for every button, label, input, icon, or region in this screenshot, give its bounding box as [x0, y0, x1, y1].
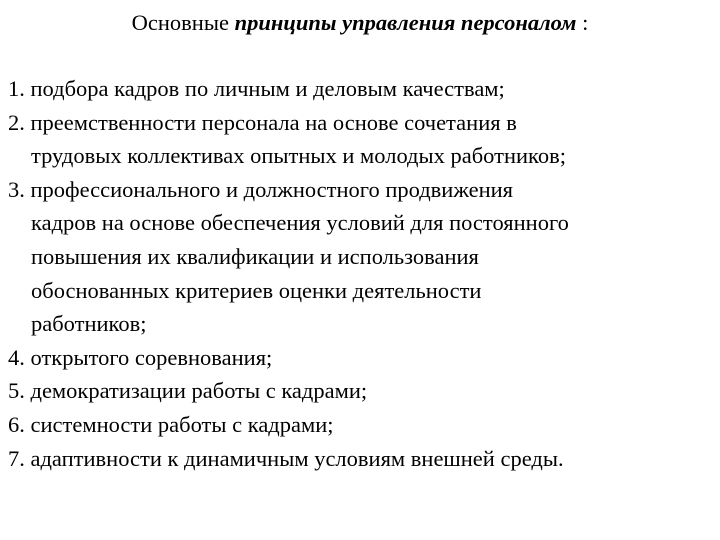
title-prefix: Основные: [131, 10, 235, 35]
principle-line: 7. адаптивности к динамичным условиям внешней среды.: [8, 445, 564, 471]
principle-item-3: [8, 173, 714, 341]
principle-item-6: [8, 408, 714, 442]
title-suffix: :: [576, 10, 589, 35]
principle-item-2: [8, 106, 714, 173]
principle-line: 3. профессионального и должностного продвижения: [8, 176, 513, 202]
principle-line: 5. демократизации работы с кадрами;: [8, 378, 368, 404]
principle-item-5: [8, 374, 714, 408]
principle-item-4: [8, 341, 714, 375]
page-title: [0, 8, 720, 38]
principle-line: работников;: [31, 311, 147, 337]
principle-item-7: [8, 442, 714, 476]
principle-line: обоснованных критериев оценки деятельности: [31, 277, 482, 303]
principle-item-1: [8, 72, 714, 106]
principle-line: трудовых коллективах опытных и молодых работников;: [31, 143, 566, 169]
title-emphasis: принципы управления персоналом: [234, 10, 577, 35]
principle-line: кадров на основе обеспечения условий для постоянного: [31, 210, 569, 236]
principles-list: [8, 72, 714, 475]
principle-line: повышения их квалификации и использования: [31, 243, 479, 269]
principle-line: 1. подбора кадров по личным и деловым качествам;: [8, 76, 505, 101]
principle-line: 4. открытого соревнования;: [8, 344, 273, 370]
principle-line: 6. системности работы с кадрами;: [8, 411, 334, 437]
principle-line: 2. преемственности персонала на основе сочетания в: [8, 109, 517, 135]
